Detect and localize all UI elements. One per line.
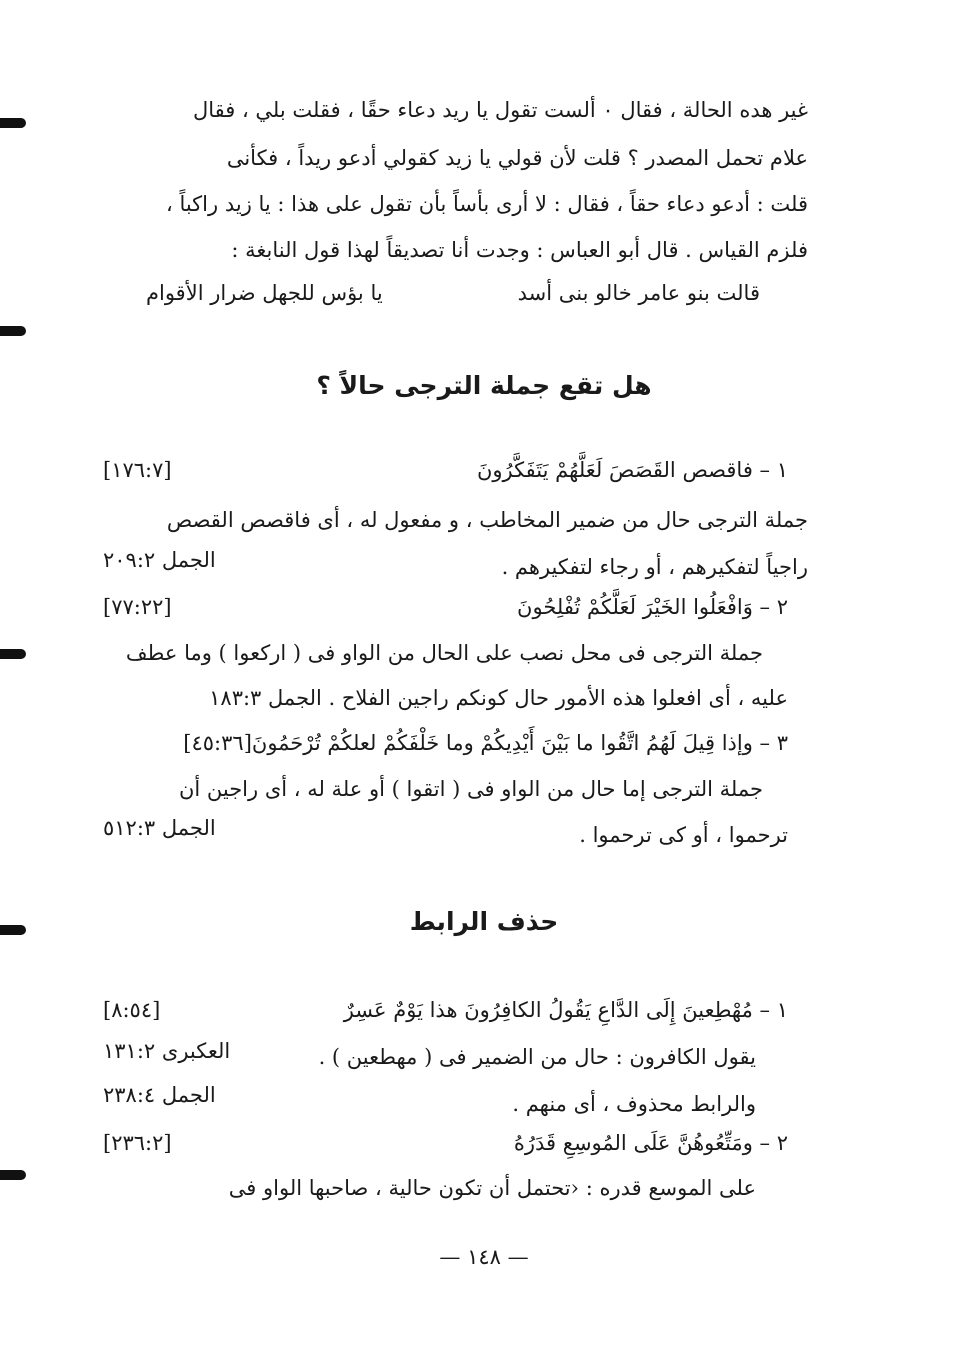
citation: الجمل ٢٠٩:٢ (103, 548, 216, 572)
citation: [١٧٦:٧] (103, 458, 172, 482)
poem-hemistich-left: يا بؤس للجهل ضرار الأقوام (146, 281, 383, 305)
scan-mark (0, 649, 26, 659)
paragraph-line: ترحموا ، أو كى ترحموا . (579, 823, 788, 847)
section-heading: حذف الرابط (409, 907, 559, 936)
paragraph-line: يقول الكافرون : حال من الضمير فى ( مهطعين ) . (318, 1045, 756, 1069)
scan-mark (0, 118, 26, 128)
paragraph-line: عليه ، أى افعلوا هذه الأمور حال كونكم راجين الفلاح . الجمل ١٨٣:٣ (209, 686, 788, 710)
paragraph-line: جملة الترجى حال من ضمير المخاطب ، و مفعول له ، أى فاقصص القصص (166, 508, 808, 532)
citation: العكبرى ١٣١:٢ (103, 1039, 231, 1063)
verse-line: ٢ – وَافْعَلُوا الخَيْرَ لَعَلَّكُمْ تُفْلِحُونَ (517, 595, 788, 619)
paragraph-line: جملة الترجى إما حال من الواو فى ( اتقوا ) أو علة له ، أى راجين أن (178, 777, 763, 801)
paragraph-line: علام تحمل المصدر ؟ قلت لأن قولي يا زيد كقولي أدعو ريداً ، فكأنى (226, 146, 808, 170)
paragraph-line: والرابط محذوف ، أى منهم . (512, 1092, 756, 1116)
paragraph-line: راجياً لتفكيرهم ، أو رجاء لتفكيرهم . (501, 555, 808, 579)
poem-hemistich-right: قالت بنو عامر خالو بنى أسد (517, 281, 760, 305)
citation: الجمل ٢٣٨:٤ (103, 1083, 216, 1107)
verse-line: ١ – فاقصص القَصَصَ لَعَلَّهُمْ يَتَفَكَّرُونَ (476, 458, 788, 482)
verse-line: ٢ – ومَتِّعُوهُنَّ عَلَى المُوسِعِ قَدَرُهُ (513, 1131, 788, 1155)
paragraph-line: قلت : أدعو دعاء حقاً ، فقال : لا أرى بأساً بأن تقول على هذا : يا زيد راكباً ، (165, 192, 808, 216)
paragraph-line: جملة الترجى فى محل نصب على الحال من الواو فى ( اركعوا ) وما عطف (125, 641, 763, 665)
citation: [٧٧:٢٢] (103, 595, 172, 619)
paragraph-line: غير هده الحالة ، فقال ٠ ألست تقول يا ريد دعاء حقًا ، فقلت بلي ، فقال (192, 98, 808, 122)
citation: الجمل ٥١٢:٣ (103, 816, 216, 840)
section-heading: هل تقع جملة الترجى حالاً ؟ (316, 371, 652, 400)
citation: [٨:٥٤] (103, 998, 161, 1022)
scan-mark (0, 326, 26, 336)
scan-mark (0, 1170, 26, 1180)
page-number: — ١٤٨ — (439, 1245, 529, 1269)
verse-line: ٣ – وإذا قِيلَ لَهُمُ اتَّقُوا ما بَيْنَ أَيْدِيكُمْ وما خَلْفَكُمْ لعلكُمْ تُرْحَمُونَ[٤٥:٣٦] (183, 731, 788, 755)
citation: [٢٣٦:٢] (103, 1131, 172, 1155)
verse-line: ١ – مُهْطِعينَ إِلَى الدَّاعِ يَقُولُ الكافِرُونَ هذا يَوْمٌ عَسِرٌ (343, 998, 788, 1022)
paragraph-line: فلزم القياس . قال أبو العباس : وجدت أنا تصديقاً لهذا قول النابغة : (231, 238, 808, 262)
paragraph-line: على الموسع قدره : ‹تحتمل أن تكون حالية ، صاحبها الواو فى (228, 1176, 756, 1200)
